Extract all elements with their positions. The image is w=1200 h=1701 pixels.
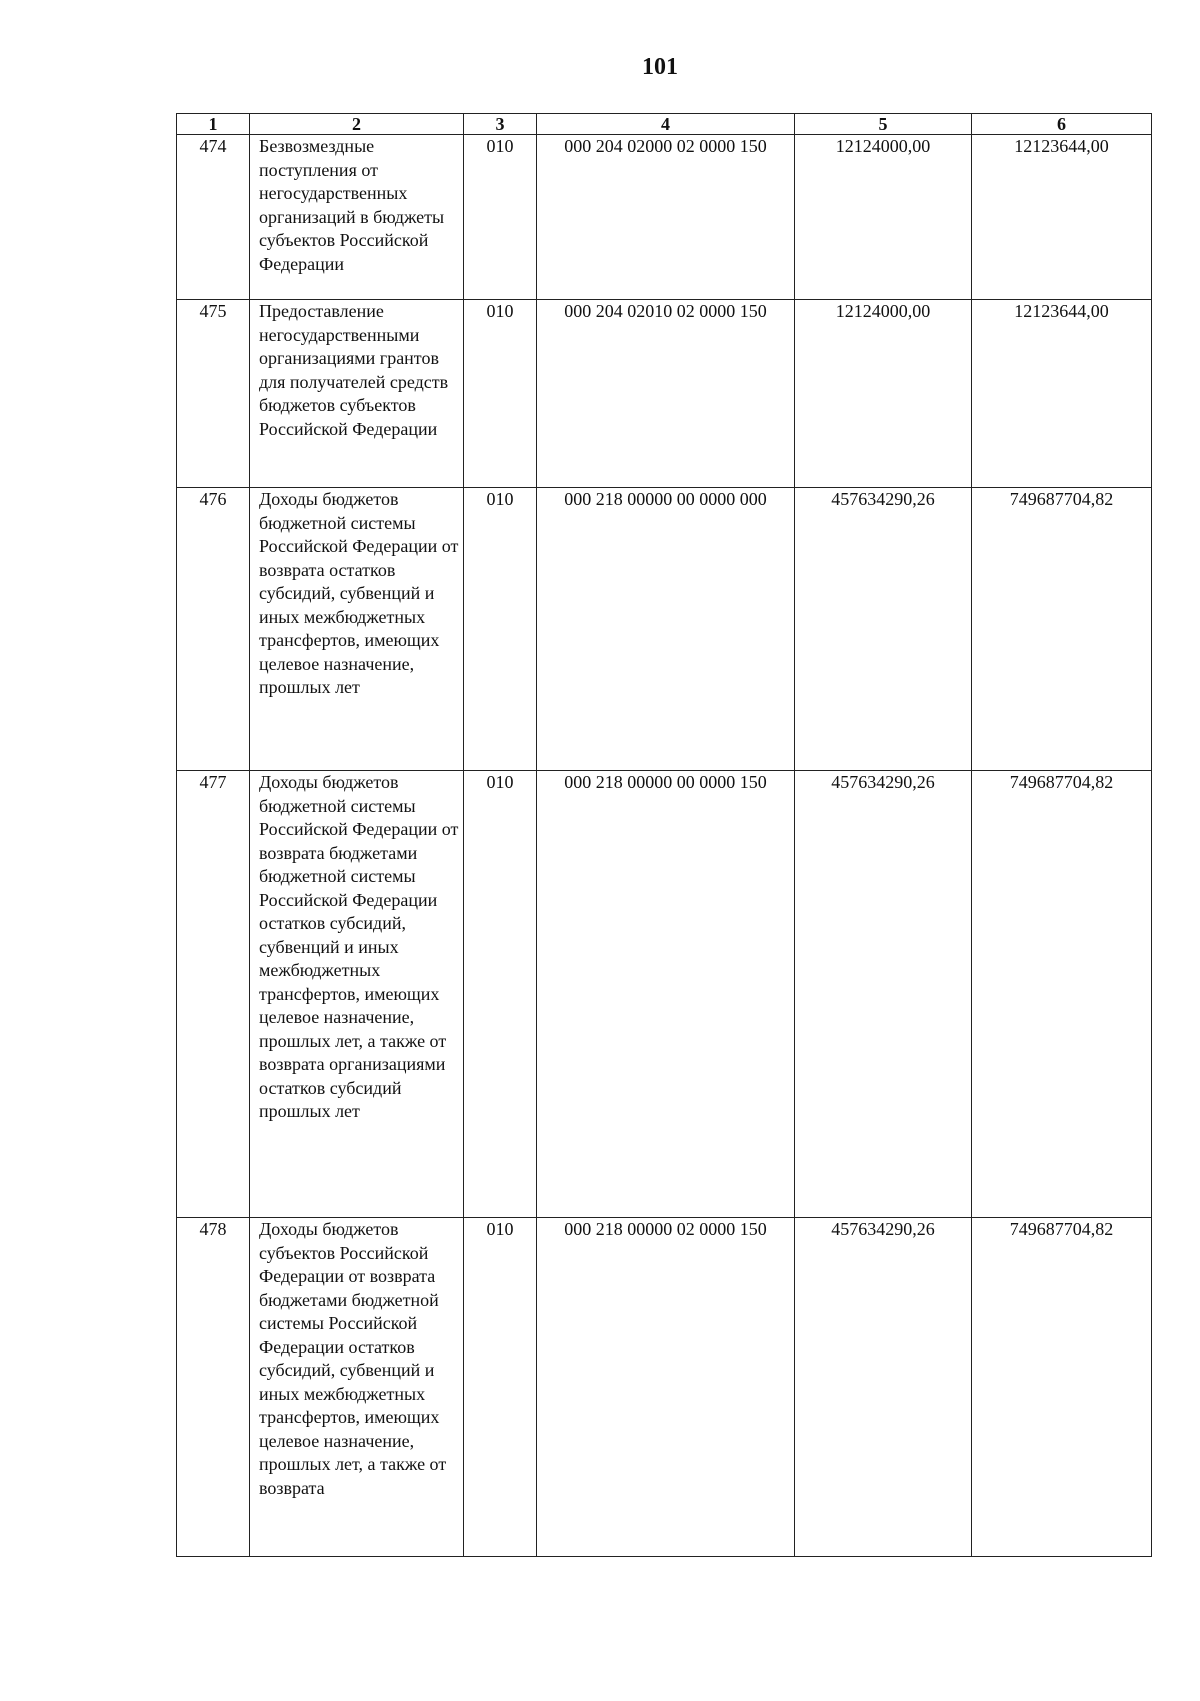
row-sum-fact: 749687704,82 xyxy=(972,771,1152,1218)
table-header-row xyxy=(177,114,1152,135)
row-sum-plan: 457634290,26 xyxy=(795,771,972,1218)
column-header-1: 1 xyxy=(177,114,250,135)
row-budget-code: 000 218 00000 00 0000 000 xyxy=(537,488,795,771)
row-admin-code: 010 xyxy=(464,488,537,771)
row-name: Доходы бюджетов бюджетной системы Российской Федерации от возврата бюджетами бюджетной системы Российской Федерации остатков субсидий, субвенций и иных межбюджетных трансфертов, имеющих целевое назначение, прошлых лет, а также от возврата организациями остатков субсидий прошлых лет xyxy=(250,771,464,1218)
row-budget-code: 000 204 02000 02 0000 150 xyxy=(537,135,795,300)
row-number: 477 xyxy=(177,771,250,1218)
table-row xyxy=(177,1218,1152,1557)
row-name: Доходы бюджетов бюджетной системы Российской Федерации от возврата остатков субсидий, субвенций и иных межбюджетных трансфертов, имеющих целевое назначение, прошлых лет xyxy=(250,488,464,771)
row-admin-code: 010 xyxy=(464,771,537,1218)
table-row xyxy=(177,488,1152,771)
row-sum-fact: 12123644,00 xyxy=(972,135,1152,300)
row-name: Безвозмездные поступления от негосударственных организаций в бюджеты субъектов Российской Федерации xyxy=(250,135,464,300)
table-row xyxy=(177,300,1152,488)
column-header-4: 4 xyxy=(537,114,795,135)
row-number: 475 xyxy=(177,300,250,488)
table-row xyxy=(177,771,1152,1218)
page-number: 101 xyxy=(642,54,678,80)
row-admin-code: 010 xyxy=(464,135,537,300)
row-budget-code: 000 218 00000 02 0000 150 xyxy=(537,1218,795,1557)
row-number: 478 xyxy=(177,1218,250,1557)
row-admin-code: 010 xyxy=(464,300,537,488)
row-name: Доходы бюджетов субъектов Российской Федерации от возврата бюджетами бюджетной системы Российской Федерации остатков субсидий, субвенций и иных межбюджетных трансфертов, имеющих целевое назначение, прошлых лет, а также от возврата xyxy=(250,1218,464,1557)
revenue-table xyxy=(176,113,1152,1557)
row-sum-fact: 749687704,82 xyxy=(972,1218,1152,1557)
row-number: 476 xyxy=(177,488,250,771)
row-sum-plan: 12124000,00 xyxy=(795,135,972,300)
column-header-6: 6 xyxy=(972,114,1152,135)
row-sum-fact: 12123644,00 xyxy=(972,300,1152,488)
row-budget-code: 000 218 00000 00 0000 150 xyxy=(537,771,795,1218)
row-name: Предоставление негосударственными организациями грантов для получателей средств бюджетов субъектов Российской Федерации xyxy=(250,300,464,488)
row-sum-plan: 457634290,26 xyxy=(795,488,972,771)
row-sum-fact: 749687704,82 xyxy=(972,488,1152,771)
column-header-2: 2 xyxy=(250,114,464,135)
row-sum-plan: 12124000,00 xyxy=(795,300,972,488)
row-admin-code: 010 xyxy=(464,1218,537,1557)
row-budget-code: 000 204 02010 02 0000 150 xyxy=(537,300,795,488)
row-sum-plan: 457634290,26 xyxy=(795,1218,972,1557)
row-number: 474 xyxy=(177,135,250,300)
column-header-3: 3 xyxy=(464,114,537,135)
table-row xyxy=(177,135,1152,300)
column-header-5: 5 xyxy=(795,114,972,135)
